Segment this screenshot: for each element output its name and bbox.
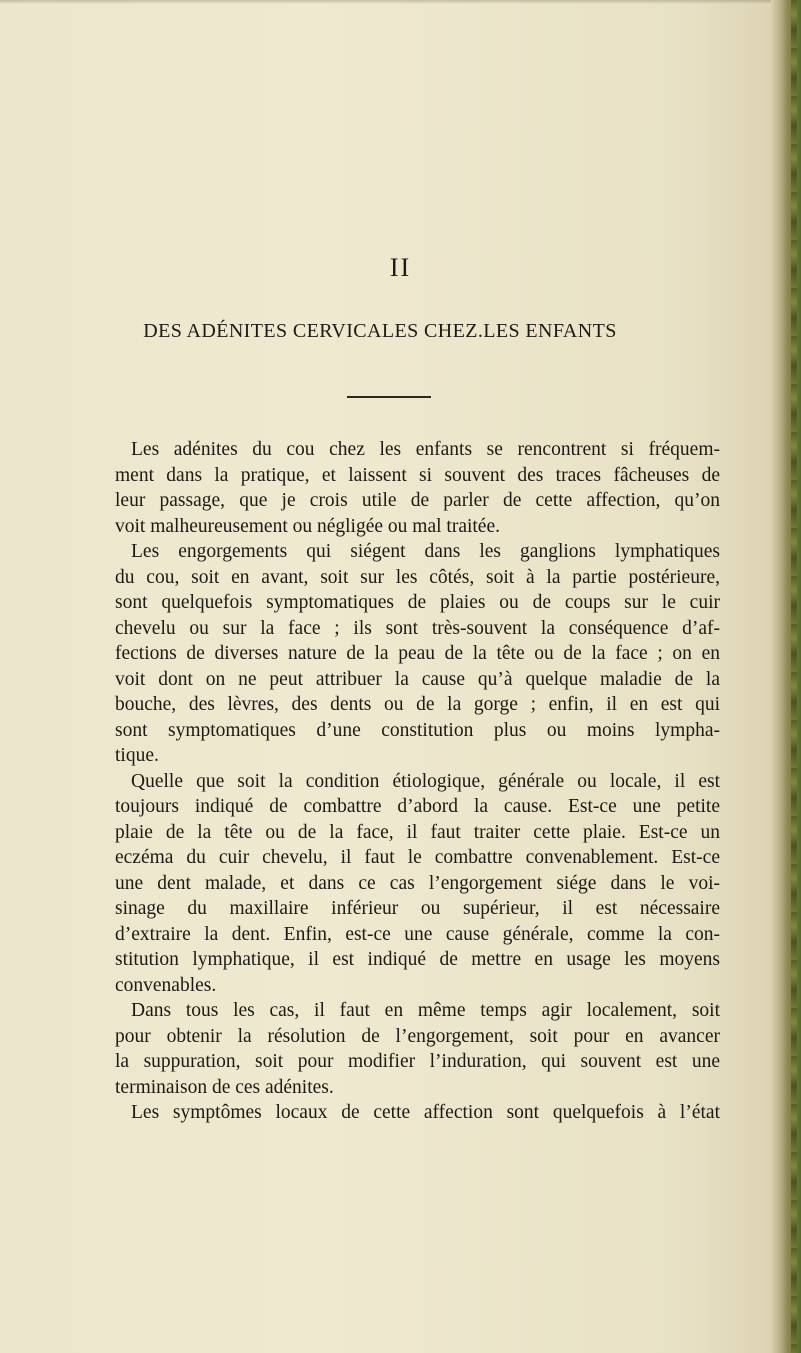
text-line: une dent malade, et dans ce cas l’engorgement siége dans le voi- [115,872,720,894]
text-line: sinage du maxillaire inférieur ou supérieur, il est nécessaire [115,898,720,919]
text-line: voit dont on ne peut attribuer la cause qu’à quelque maladie de la [115,668,720,690]
title-divider-rule [347,396,431,398]
chapter-number: II [389,253,412,282]
text-line: Les adénites du cou chez les enfants se rencontrent si fréquem- [131,439,720,460]
text-line: pour obtenir la résolution de l’engorgement, soit pour en avancer [115,1025,720,1047]
text-line: fections de diverses nature de la peau de la tête ou de la face ; on en [115,643,720,664]
text-line: sont quelquefois symptomatiques de plaies ou de coups sur le cuir [115,592,720,613]
text-line: chevelu ou sur la face ; ils sont très-souvent la conséquence d’af- [115,617,720,639]
text-line: du cou, soit en avant, soit sur les côtés, soit à la partie postérieure, [115,566,720,588]
binding-cloth-stripe [791,0,797,1353]
text-line: Quelle que soit la condition étiologique, générale ou locale, il est [131,770,720,792]
text-line: stitution lymphatique, il est indiqué de mettre en usage les moyens [115,949,720,970]
body-text [115,437,720,1126]
text-line: d’extraire la dent. Enfin, est-ce une cause générale, comme la con- [115,923,720,945]
text-line: Les symptômes locaux de cette affection sont quelquefois à l’état [131,1102,720,1123]
text-line: tique. [115,745,159,766]
text-line: eczéma du cuir chevelu, il faut le combattre convenablement. Est-ce [115,847,720,868]
text-line: toujours indiqué de combattre d’abord la cause. Est-ce une petite [115,796,720,817]
text-line: sont symptomatiques d’une constitution plus ou moins lympha- [115,719,720,741]
text-line: bouche, des lèvres, des dents ou de la gorge ; enfin, il en est qui [115,694,720,715]
text-line: convenables. [115,974,217,996]
text-line: terminaison de ces adénites. [115,1076,334,1098]
text-line: Les engorgements qui siégent dans les ganglions lymphatiques [131,541,720,562]
text-line: ment dans la pratique, et laissent si souvent des traces fâcheuses de [115,464,720,486]
chapter-title: DES ADÉNITES CERVICALES CHEZ.LES ENFANTS [143,320,617,342]
page-top-edge [0,0,780,4]
text-line: la suppuration, soit pour modifier l’induration, qui souvent est une [115,1051,720,1072]
text-line: voit malheureusement ou négligée ou mal traitée. [115,515,500,537]
text-line: Dans tous les cas, il faut en même temps agir localement, soit [131,1000,720,1021]
text-line: leur passage, que je crois utile de parler de cette affection, qu’on [115,490,720,511]
text-line: plaie de la tête ou de la face, il faut traiter cette plaie. Est-ce un [115,821,720,843]
